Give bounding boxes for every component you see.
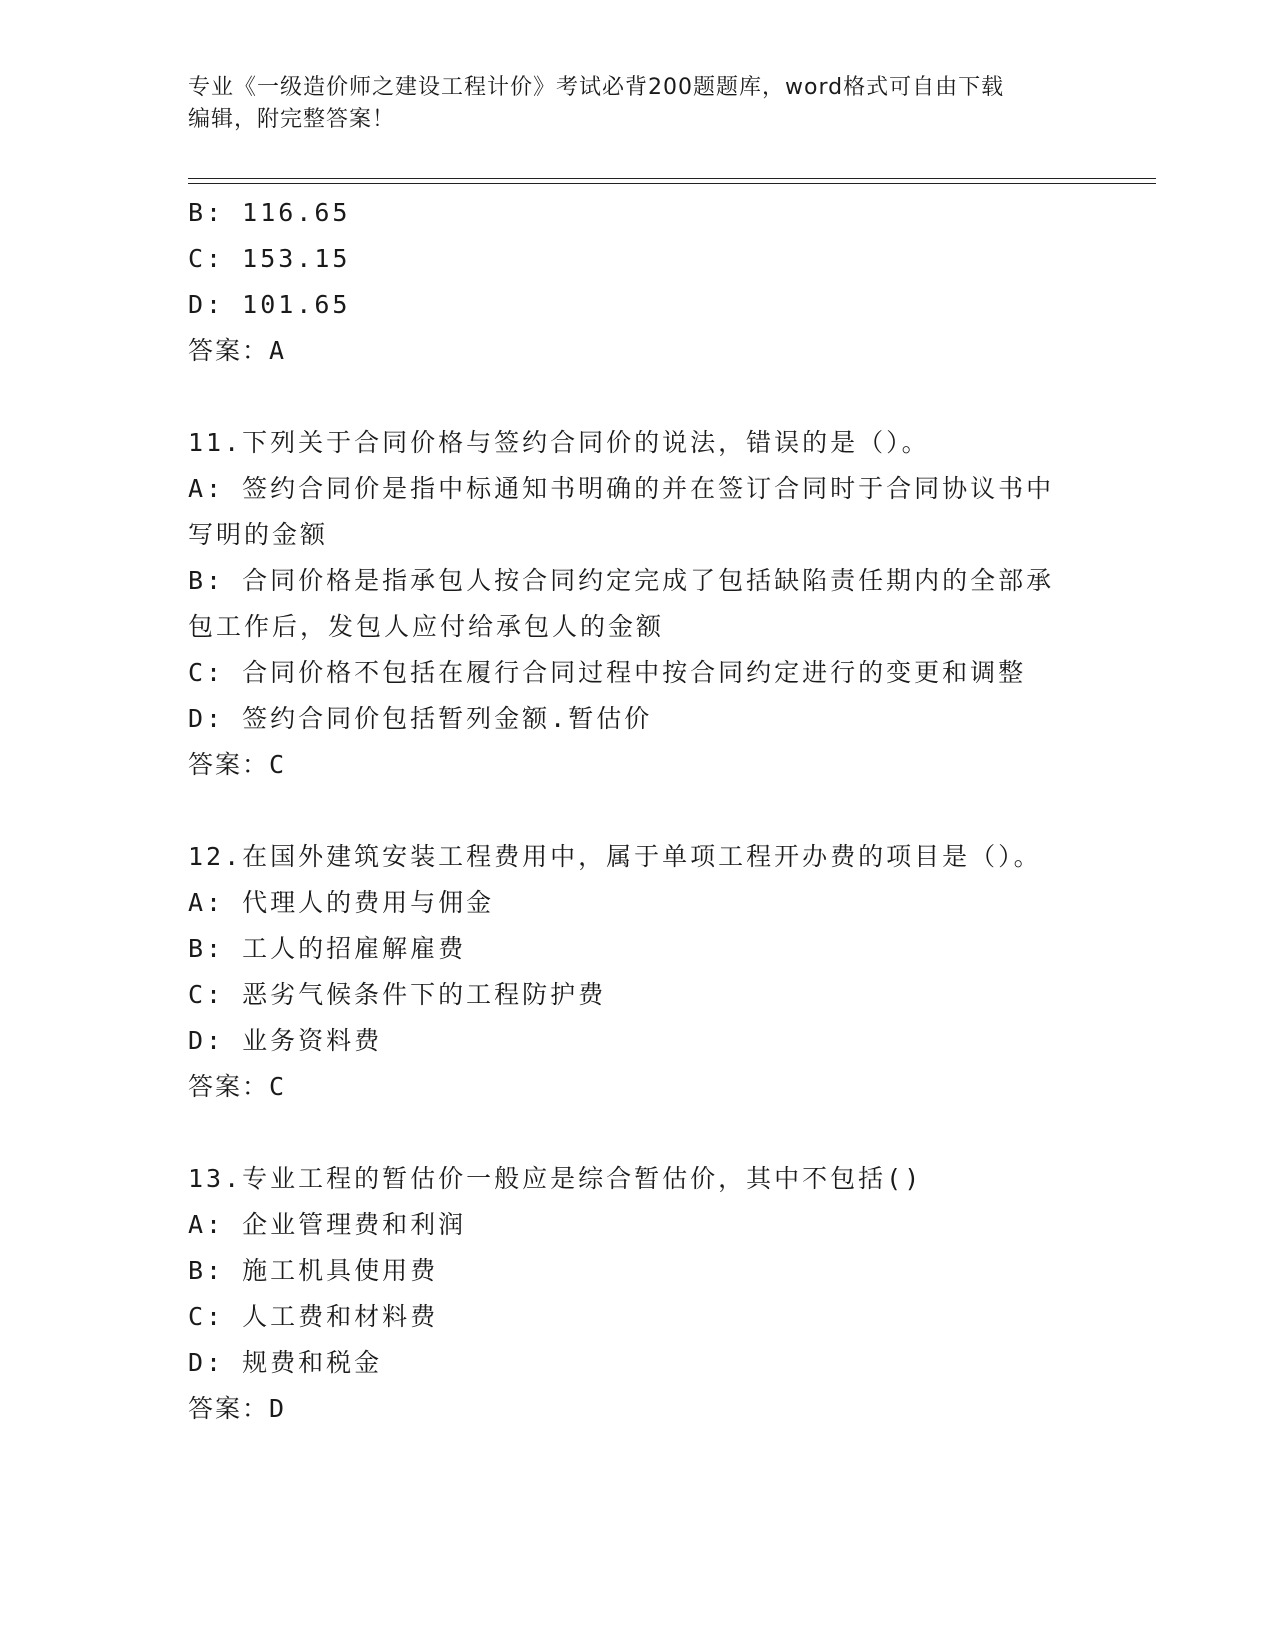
q11-answer-label: 答案： xyxy=(188,750,270,779)
q13-option-d: D: 规费和税金 xyxy=(188,1348,383,1377)
q12-answer xyxy=(188,1064,1088,1110)
q13-option-a: A: 企业管理费和利润 xyxy=(188,1210,467,1239)
header-divider-bottom xyxy=(188,183,1156,184)
q13-answer xyxy=(188,1386,1088,1432)
q13-option-c: C: 人工费和材料费 xyxy=(188,1302,439,1331)
q11-option-a: A: 签约合同价是指中标通知书明确的并在签订合同时于合同协议书中写明的金额 xyxy=(188,474,1055,549)
q10-answer-label: 答案： xyxy=(188,336,270,365)
header-title-line-1: 专业《一级造价师之建设工程计价》考试必背200题题库，word格式可自由下载 xyxy=(188,75,1005,100)
q11-stem: 11.下列关于合同价格与签约合同价的说法，错误的是（）。 xyxy=(188,428,930,457)
q12-option-a: A: 代理人的费用与佣金 xyxy=(188,888,495,917)
q12-answer-label: 答案： xyxy=(188,1072,270,1101)
q10-answer xyxy=(188,328,1088,374)
header-divider-top xyxy=(188,178,1156,179)
q12-option-b: B: 工人的招雇解雇费 xyxy=(188,934,467,963)
q12-answer-value: C xyxy=(269,1072,287,1101)
q13-option-b: B: 施工机具使用费 xyxy=(188,1256,439,1285)
header-title-line-2: 编辑，附完整答案！ xyxy=(188,107,396,132)
question-10-tail xyxy=(188,190,1088,374)
question-11 xyxy=(188,420,1088,788)
q12-option-c: C: 恶劣气候条件下的工程防护费 xyxy=(188,980,607,1009)
q11-option-d: D: 签约合同价包括暂列金额.暂估价 xyxy=(188,704,653,733)
q11-option-b: B: 合同价格是指承包人按合同约定完成了包括缺陷责任期内的全部承包工作后，发包人应付给承包人的金额 xyxy=(188,566,1055,641)
question-list xyxy=(188,190,1088,1432)
question-13 xyxy=(188,1156,1088,1432)
q11-answer-value: C xyxy=(269,750,287,779)
document-header xyxy=(188,72,1068,136)
q12-option-d: D: 业务资料费 xyxy=(188,1026,383,1055)
q10-answer-value: A xyxy=(269,336,287,365)
q10-option-d: D: 101.65 xyxy=(188,290,351,319)
q11-option-c: C: 合同价格不包括在履行合同过程中按合同约定进行的变更和调整 xyxy=(188,658,1027,687)
q13-answer-value: D xyxy=(269,1394,287,1423)
q10-option-b: B: 116.65 xyxy=(188,198,351,227)
q10-option-c: C: 153.15 xyxy=(188,244,351,273)
q12-stem: 12.在国外建筑安装工程费用中，属于单项工程开办费的项目是（）。 xyxy=(188,842,1042,871)
q13-stem: 13.专业工程的暂估价一般应是综合暂估价，其中不包括() xyxy=(188,1164,923,1193)
question-12 xyxy=(188,834,1088,1110)
q11-answer xyxy=(188,742,1088,788)
q13-answer-label: 答案： xyxy=(188,1394,270,1423)
